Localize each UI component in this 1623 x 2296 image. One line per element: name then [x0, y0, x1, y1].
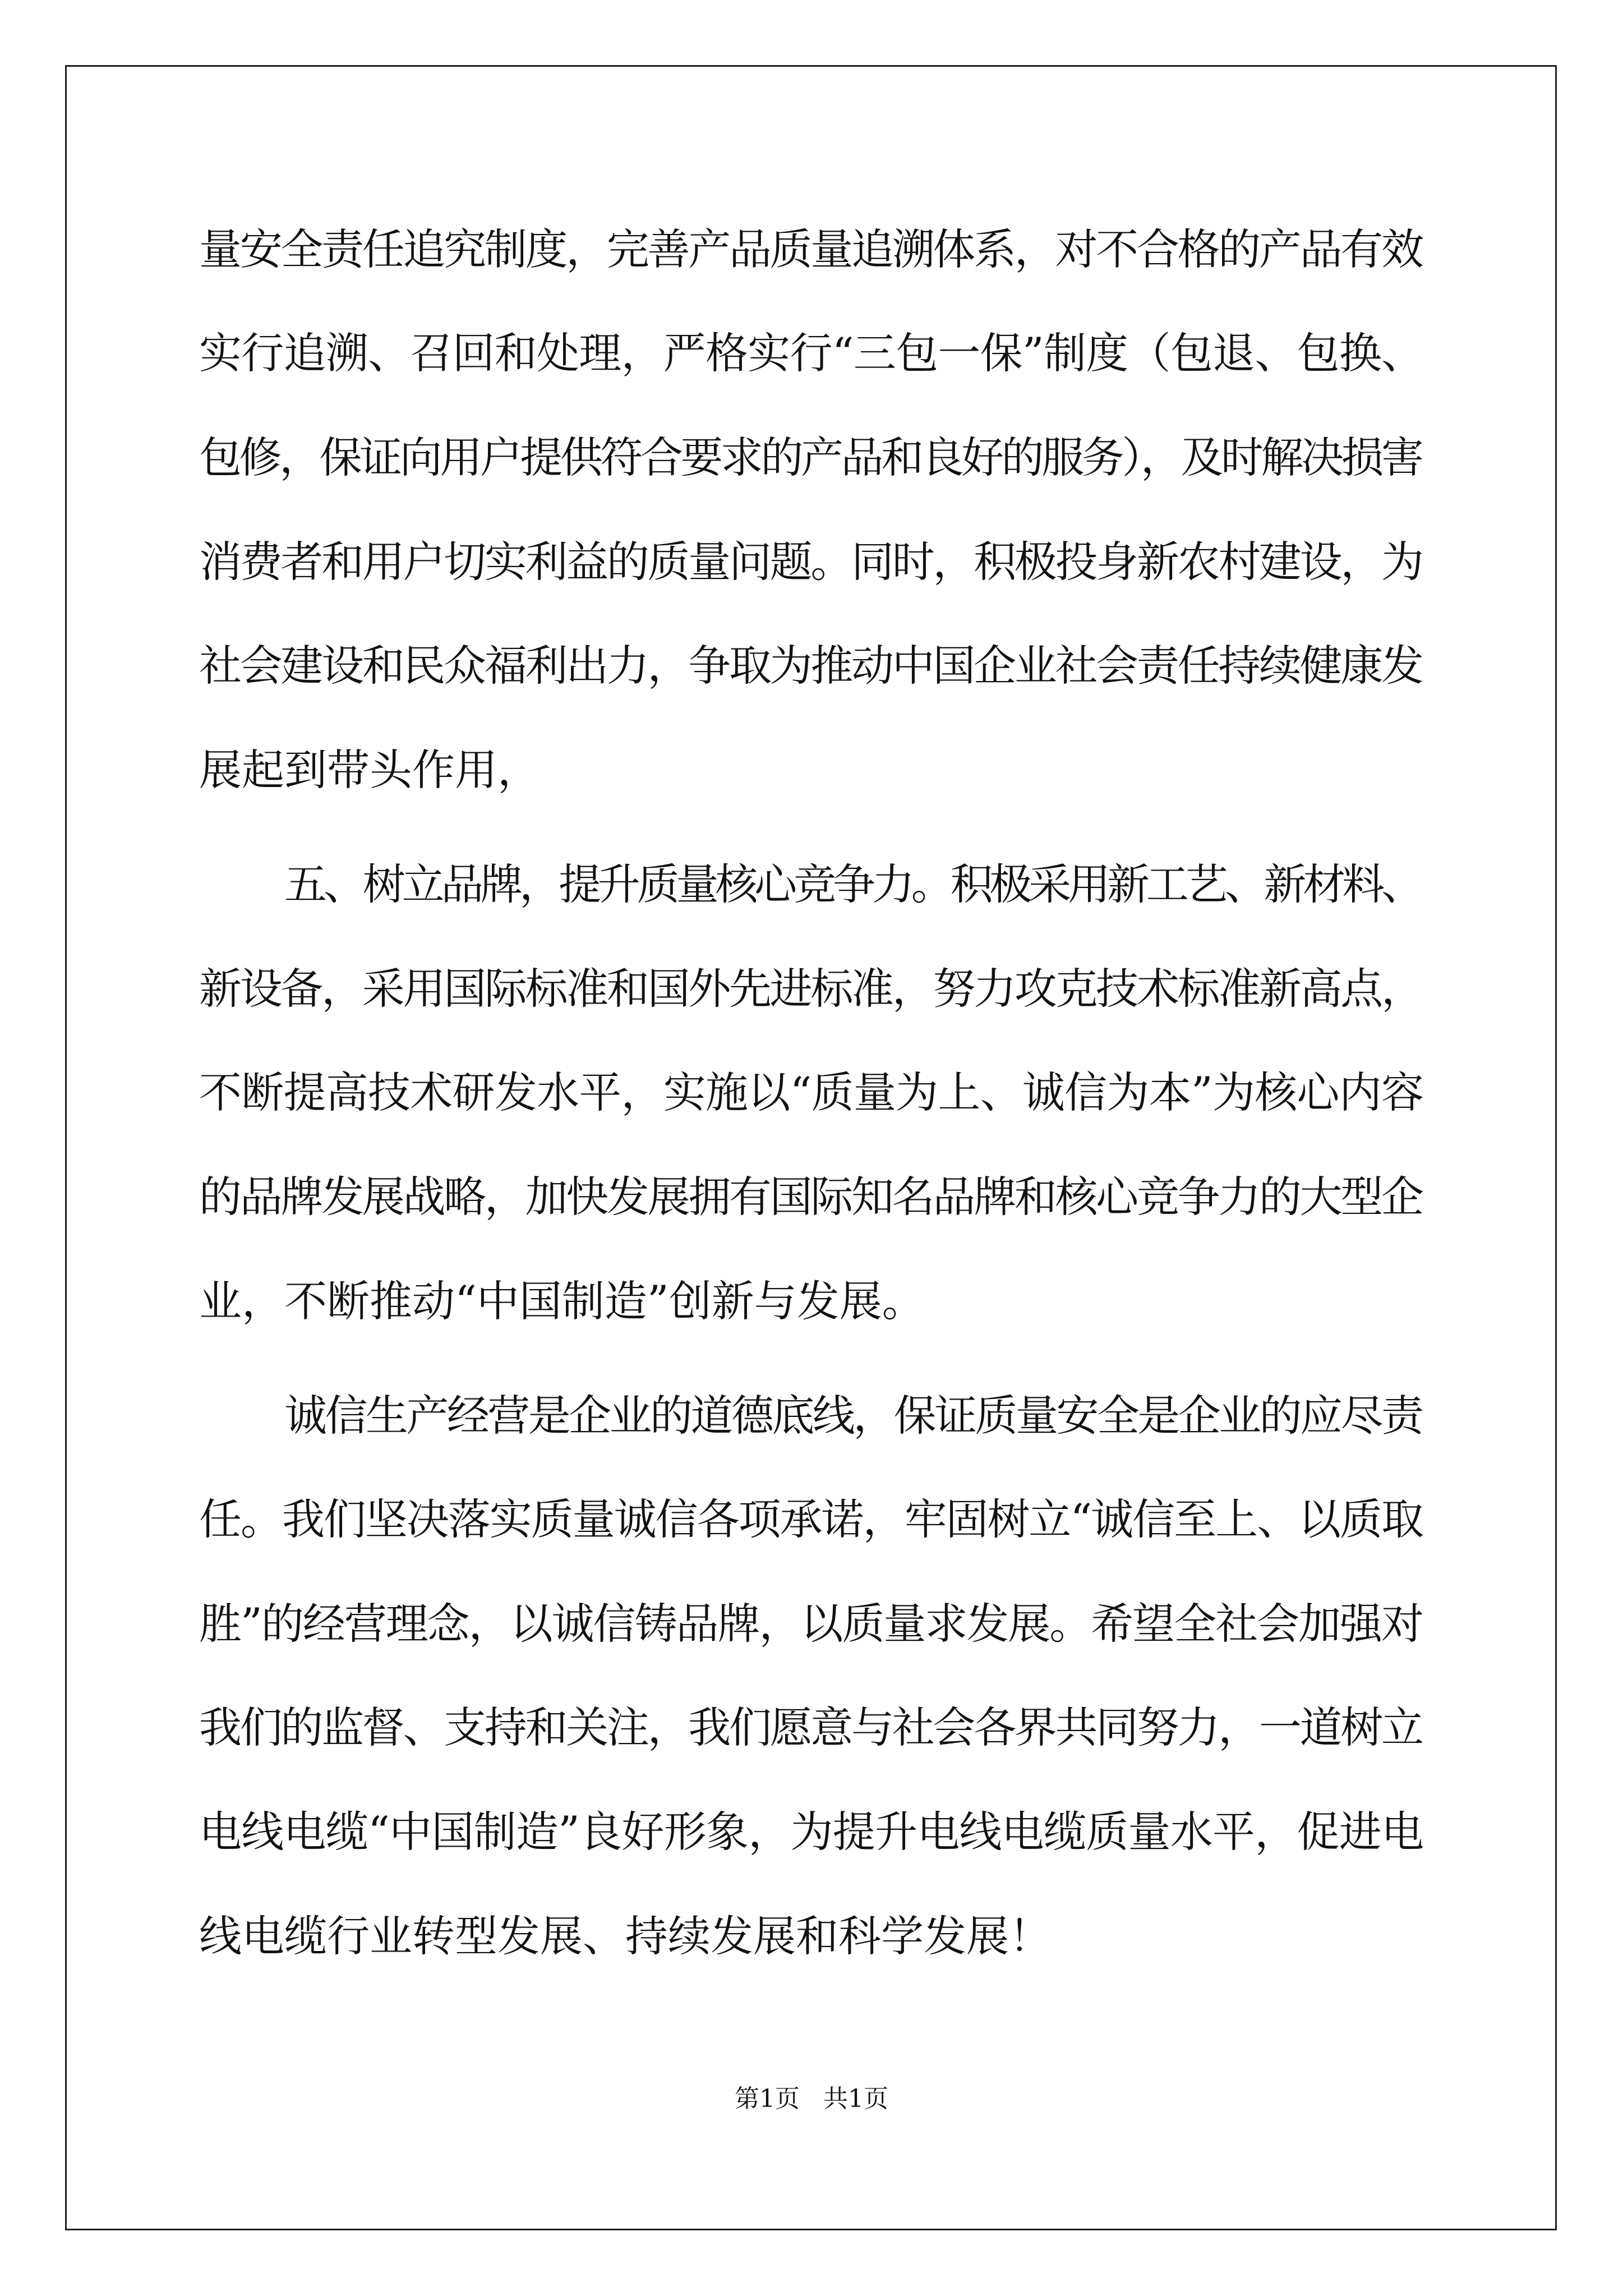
text-line-content: 实行追溯、召回和处理，严格实行“三包一保”制度（包退、包换、: [199, 328, 1424, 378]
text-line-content: 诚信生产经营是企业的道德底线，保证质量安全是企业的应尽责: [284, 1391, 1422, 1441]
page-footer: 第1页 共1页: [735, 2085, 888, 2113]
text-line-content: 包修，保证向用户提供符合要求的产品和良好的服务），及时解决损害: [199, 432, 1422, 482]
text-line-content: 展起到带头作用，: [199, 745, 540, 795]
text-line-content: 不断提高技术研发水平，实施以“质量为上、诚信为本”为核心内容: [199, 1068, 1424, 1117]
text-line-content: 业，不断推动“中国制造”创新与发展。: [199, 1276, 925, 1326]
text-line-content: 胜”的经营理念，以诚信铸品牌，以质量求发展。希望全社会加强对: [199, 1599, 1423, 1649]
text-line-content: 的品牌发展战略，加快发展拥有国际知名品牌和核心竞争力的大型企: [199, 1172, 1422, 1222]
text-line-content: 我们的监督、支持和关注，我们愿意与社会各界共同努力，一道树立: [199, 1703, 1422, 1752]
text-line-content: 电线电缆“中国制造”良好形象，为提升电线电缆质量水平，促进电: [199, 1807, 1424, 1857]
page-border: [65, 65, 1557, 2230]
text-line-content: 五、树立品牌，提升质量核心竞争力。积极采用新工艺、新材料、: [284, 859, 1421, 909]
text-line-content: 新设备，采用国际标准和国外先进标准，努力攻克技术标准新高点，: [199, 964, 1422, 1014]
text-line-content: 量安全责任追究制度，完善产品质量追溯体系，对不合格的产品有效: [199, 224, 1422, 274]
text-line-content: 线电缆行业转型发展、持续发展和科学发展！: [199, 1911, 1052, 1961]
text-line-content: 任。我们坚决落实质量诚信各项承诺，牢固树立“诚信至上、以质取: [199, 1494, 1423, 1544]
text-line-content: 社会建设和民众福利出力，争取为推动中国企业社会责任持续健康发: [199, 641, 1422, 691]
text-line-content: 消费者和用户切实利益的质量问题。同时，积极投身新农村建设，为: [199, 537, 1422, 587]
